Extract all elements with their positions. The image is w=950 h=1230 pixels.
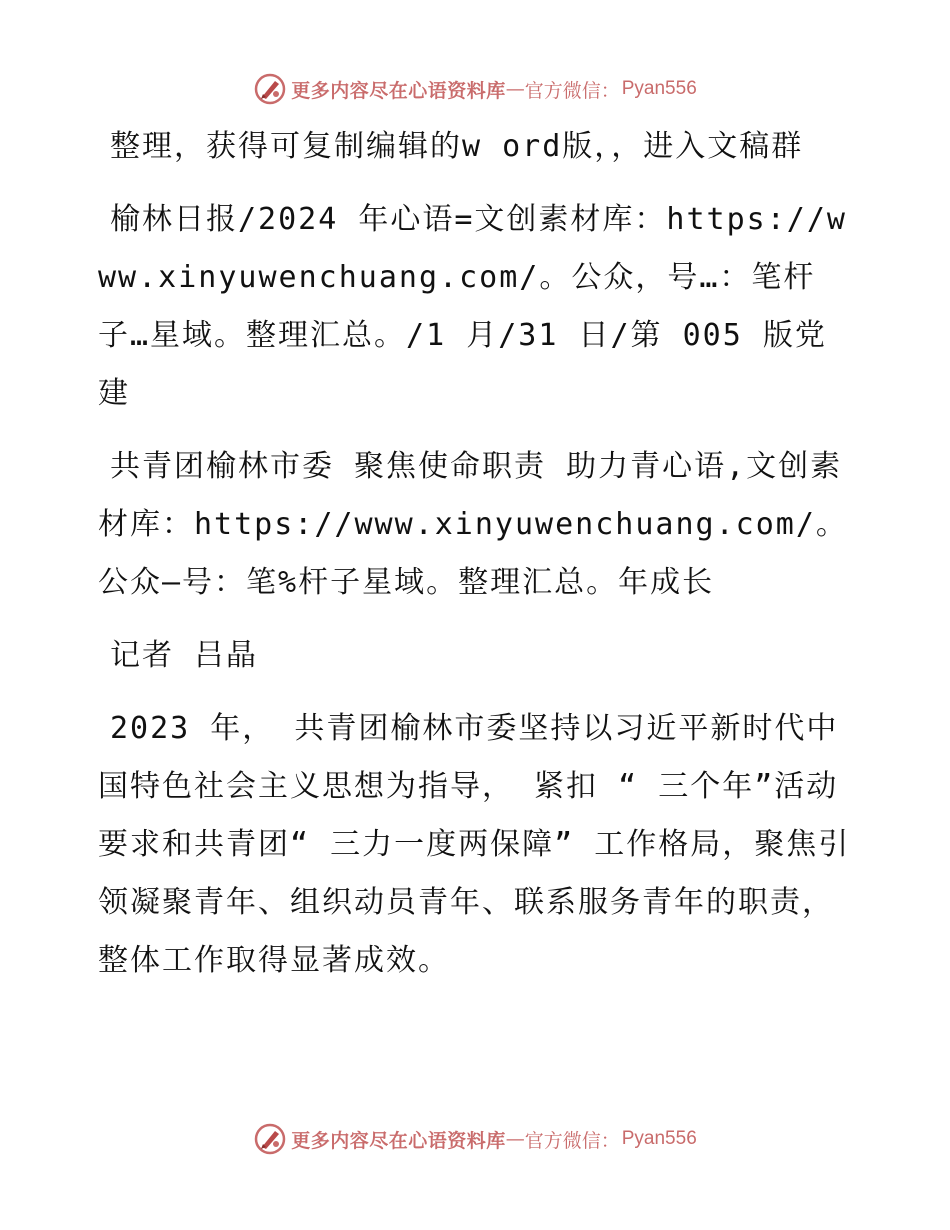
paragraph-byline: 记者 吕晶 (110, 638, 259, 673)
banner-brand-text: 更多内容尽在心语资料库 (291, 79, 506, 102)
document-body (98, 118, 858, 1005)
paragraph-intro: 整理，获得可复制编辑的w ord版，，进入文稿群 (110, 129, 804, 164)
quill-logo-icon (253, 72, 287, 106)
banner-dash: — (505, 78, 525, 100)
banner-dash: — (505, 1128, 525, 1150)
paragraph-headline: 共青团榆林市委 聚焦使命职责 助力青心语,文创素材库：https://www.xinyuwenchuang.com/。公众—号：笔%杆子星域。整理汇总。年成长 (98, 449, 848, 600)
paragraph-source: 榆林日报/2024 年心语=文创素材库：https://www.xinyuwenchuang.com/。公众，号…：笔杆子…星域。整理汇总。/1 月/31 日/第 005 版党建 (98, 202, 847, 411)
footer-banner (0, 1122, 950, 1156)
quill-logo-icon (253, 1122, 287, 1156)
header-banner (0, 72, 950, 106)
banner-wechat-id: Pyan556 (621, 78, 697, 99)
banner-wechat-label: 官方微信： (524, 79, 620, 102)
banner-wechat-id: Pyan556 (621, 1128, 697, 1149)
banner-wechat-label: 官方微信： (524, 1129, 620, 1152)
banner-brand-text: 更多内容尽在心语资料库 (291, 1129, 506, 1152)
paragraph-body: 2023 年， 共青团榆林市委坚持以习近平新时代中国特色社会主义思想为指导， 紧扣 “ 三个年”活动要求和共青团“ 三力一度两保障” 工作格局，聚焦引领凝聚青年、组织动员青年、联系服务青年的职责，整体工作取得显著成效。 (98, 711, 851, 978)
